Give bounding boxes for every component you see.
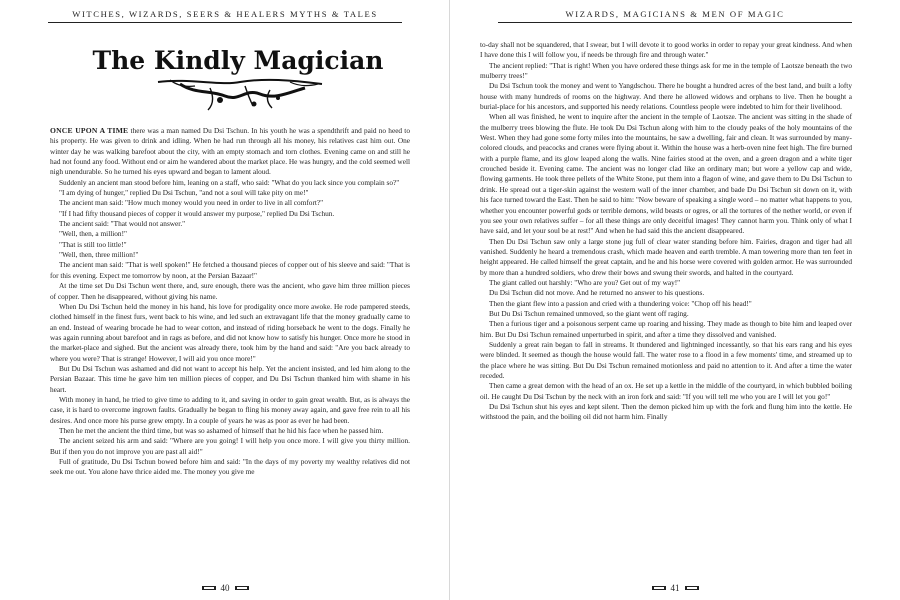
folio-ornament-icon: [235, 585, 249, 591]
left-header-rule: [48, 22, 402, 23]
paragraph: With money in hand, he tried to give time to adding to it, and saving in order to gain great wealth. But, as is always the case, it is hard to overcome ingrown faults. Gradually he began to fling his money away again, and gave free rein to all his desires. And once more his purse grew empty. In a couple of years he was as poor as ever he had been.: [50, 394, 410, 425]
paragraph: But Du Dsi Tschun was ashamed and did not want to accept his help. Yet the ancient insisted, and led him along to the Persian Bazaar. This time he gave him ten million pieces of copper, and Du Dsi Tschun thanked him with shame in his heart.: [50, 363, 410, 394]
paragraph: "Well, then, three million!": [59, 250, 139, 260]
paragraph: Then came a great demon with the head of an ox. He set up a kettle in the middle of the courtyard, in which bubbled boiling oil. He caught Du Dsi Tschun by the neck with an iron fork and said: "If you will tell me who you are I will let you go!": [480, 381, 852, 401]
paragraph: Suddenly an ancient man stood before him, leaning on a staff, who said: "What do you lack since you complain so?": [59, 177, 400, 187]
page-number: 40: [220, 583, 230, 593]
paragraph: Suddenly a great rain began to fall in streams. It thundered and lightninged incessantly, so that his ears rang and his eyes were blinded. It seemed as though the house would fall. The water rose to a flood in a few moments' time, and streamed up to the place where he was sitting. But Du Dsi Tschun remained motionless and paid no attention to it. And after a time the water receded.: [480, 339, 852, 380]
ink-flourish-icon: [150, 76, 330, 112]
opening-paragraph: [50, 126, 410, 178]
paragraph: Du Dsi Tschun did not move. And he returned no answer to his questions.: [489, 288, 705, 298]
paragraph: The ancient man said: "That is well spoken!" He fetched a thousand pieces of copper out of his sleeve and said: "That is for this evening. Expect me tomorrow by noon, at the Persian Bazaar!": [50, 260, 410, 280]
lead-in: ONCE UPON A TIME: [50, 126, 129, 135]
paragraph: Du Dsi Tschun took the money and went to Yangdschou. There he bought a hundred acres of the best land, and built a lofty house with many hundreds of rooms on the highway. And there he allowed widows and orphans to live. Then he bought a burial-place for his ancestors, and supported his needy relations. Countless people were indebted to him for their livelihood.: [480, 81, 852, 112]
paragraph: The ancient said: "That would not answer.": [59, 219, 186, 229]
left-body-text: [50, 126, 410, 478]
right-running-head: WIZARDS, MAGICIANS & MEN OF MAGIC: [565, 9, 785, 19]
paragraph: At the time set Du Dsi Tschun went there, and, sure enough, there was the ancient, who gave him three million pieces of copper. Then he disappeared, without giving his name.: [50, 281, 410, 301]
folio-ornament-icon: [202, 585, 216, 591]
paragraph: "If I had fifty thousand pieces of copper it would answer my purpose," replied Du Dsi Tschun.: [59, 208, 335, 218]
paragraph: The giant called out harshly: "Who are you? Get out of my way!": [489, 277, 681, 287]
paragraph: "That is still too little!": [59, 239, 127, 249]
right-page: [450, 0, 900, 600]
chapter-title: The Kindly Magician: [92, 46, 384, 75]
right-header-rule: [498, 22, 852, 23]
paragraph: Then a furious tiger and a poisonous serpent came up roaring and hissing. They made as though to bite him and leaped over him. But Du Dsi Tschun remained unperturbed in spirit, and after a time they dissolved and vanished.: [480, 319, 852, 339]
folio-ornament-icon: [685, 585, 699, 591]
right-body-text: [480, 40, 852, 423]
paragraph: The ancient seized his arm and said: "Where are you going! I will help you once more. I will give you thirty million. But if then you do not improve you are past all aid!": [50, 436, 410, 456]
paragraph: Then he met the ancient the third time, but was so ashamed of himself that he hid his face when he passed him.: [59, 425, 384, 435]
left-page-folio: [0, 583, 450, 593]
folio-ornament-icon: [652, 585, 666, 591]
paragraph: The ancient man said: "How much money would you need in order to live in all comfort?": [59, 198, 324, 208]
paragraph: Then Du Dsi Tschun saw only a large stone jug full of clear water standing before him. Fairies, dragon and tiger had all vanished. Suddenly he heard a tremendous crash, which made heaven and earth tremble. A man towering more than ten feet in height appeared. He called himself the great captain, and he and his horse were covered with golden armor. He was surrounded by more than a hundred soldiers, who drew their bows and swung their swords, and halted in the courtyard.: [480, 236, 852, 277]
paragraph: Full of gratitude, Du Dsi Tschun bowed before him and said: "In the days of my poverty my wealthy relatives did not seek me out. You alone have thrice aided me. The money you give me: [50, 457, 410, 477]
paragraph: "Well, then, a million!": [59, 229, 127, 239]
opening-paragraph-text: there was a man named Du Dsi Tschun. In his youth he was a spendthrift and paid no heed to his property. He was given to drink and idling. When he had run through all his money, his relatives cast him out. One winter day he was walking barefoot about the city, with an empty stomach and torn clothes. Evening came on and still he had not found any food. Without end or aim he wandered about the market place. He was hungry, and the cold seemed well nigh unendurable. So he turned his eyes upward and began to lament aloud.: [50, 126, 410, 177]
paragraph: to-day shall not be squandered, that I swear, but I will devote it to good works in order to repay your great kindness. And when I have done this I will follow you, if needs be through fire and through water.": [480, 40, 852, 60]
paragraph: But Du Dsi Tschun remained unmoved, so the giant went off raging.: [489, 308, 689, 318]
paragraph: When all was finished, he went to inquire after the ancient in the temple of Laotsze. The ancient was sitting in the shade of the mulberry trees blowing the flute. He took Du Dsi Tschun along with him to the cloudy peaks of the holy mountains of the West. When they had gone some forty miles into the mountains, he saw a dwelling, fair and clean. It was surrounded by many-colored clouds, and peacocks and cranes were flying about it. Within the house was a herb-oven nine feet high. The fire burned with a purple flame, and its glow leaped along the walls. Nine fairies stood at the oven, and a green dragon and a white tiger crouched beside it. Evening came. The ancient was no longer clad like an ordinary man; but wore a yellow cap and wide, flowing garments. He took three pellets of the White Stone, put them into a flagon of wine, and gave them to Du Dsi Tschun to drink. He spread out a tiger-skin against the western wall of the inner chamber, and bade Du Dsi Tschun sit down on it, with his face turned toward the East. Then he said to him: "Now beware of speaking a single word – no matter what happens to you, whether you encounter powerful gods or terrible demons, wild beasts or ogres, or all the tortures of the nether world, or even if you see your own relatives suffer – for all these things are only deceitful images! They cannot harm you. Think only of what I have said, and let your soul be at rest!" And when he had said this the ancient disappeared.: [480, 112, 852, 236]
paragraph: Du Dsi Tschun shut his eyes and kept silent. Then the demon picked him up with the fork and flung him into the kettle. He withstood the pain, and the boiling oil did not harm him. Finally: [480, 402, 852, 422]
paragraph: Then the giant flew into a passion and cried with a thundering voice: "Chop off his head!": [489, 298, 752, 308]
page-number: 41: [670, 583, 680, 593]
paragraph: "I am dying of hunger," replied Du Dsi Tschun, "and not a soul will take pity on me!": [59, 188, 309, 198]
left-running-head: WITCHES, WIZARDS, SEERS & HEALERS MYTHS & TALES: [72, 9, 378, 19]
paragraph: The ancient replied: "That is right! When you have ordered these things ask for me in the temple of Laotsze beneath the two mulberry trees!": [480, 60, 852, 81]
right-page-folio: [450, 583, 900, 593]
paragraph: When Du Dsi Tschun held the money in his hand, his love for prodigality once more awoke. He rode pampered steeds, clothed himself in the finest furs, went back to his wine, and led such an extravagant life that the money gradually came to an end. Instead of wearing brocade he had to wear cotton, and instead of riding horseback he went to the dogs. Finally he was again running about barefoot and in rags as before, and did not know how to satisfy his hunger. Once more he stood in the market-place and sighed. But the ancient was already there, took him by the hand and said: "Are you back already to where you were? That is strange! However, I will aid you once more!": [50, 301, 410, 363]
